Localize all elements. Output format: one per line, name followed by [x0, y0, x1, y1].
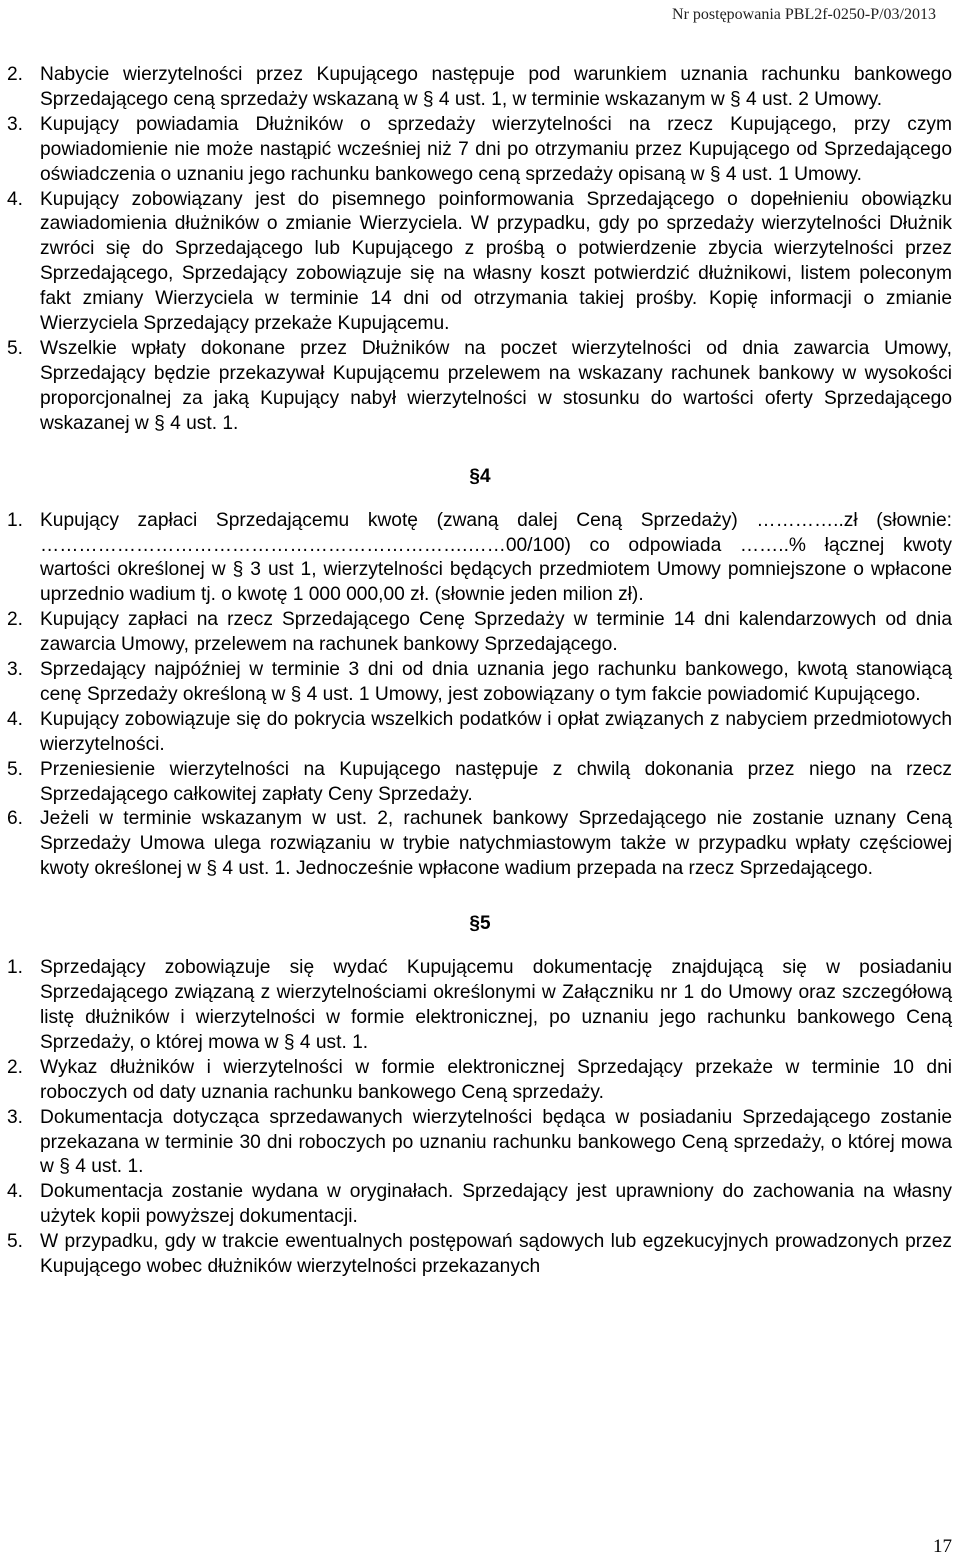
section-title-5: §5 — [469, 913, 491, 935]
item-text: Kupujący zobowiązuje się do pokrycia wszelkich podatków i opłat związanych z nabyciem przedmiotowych wierzytelności. — [40, 708, 952, 755]
item-number: 1. — [7, 957, 24, 979]
item-text: Sprzedający zobowiązuje się wydać Kupującemu dokumentację znajdującą się w posiadaniu Sprzedającego związaną z wierzytelnościami określonymi w Załączniku nr 1 do Umowy oraz szczegółową listę dłużników i wierzytelności w formie elektronicznej, po uznaniu jego rachunku bankowego Ceną Sprzedaży, o której mowa w § 4 ust. 1. — [40, 957, 952, 1053]
list-item — [0, 1230, 960, 1280]
section-prev-list — [0, 63, 960, 437]
item-number: 1. — [7, 509, 24, 531]
item-number: 5. — [7, 758, 24, 780]
list-item — [0, 1106, 960, 1181]
item-text: Kupujący powiadamia Dłużników o sprzedaży wierzytelności na rzecz Kupującego, przy czym powiadomienie nie może nastąpić wcześniej niż 7 dni po otrzymaniu przez Kupującego od Sprzedającego oświadczenia o uznaniu jego rachunku bankowego ceną sprzedaży opisaną w § 4 ust. 1 Umowy. — [40, 113, 952, 185]
item-text: Wykaz dłużników i wierzytelności w formie elektronicznej Sprzedający przekaże w terminie 10 dni roboczych od daty uznania rachunku bankowego Ceną sprzedaży. — [40, 1056, 952, 1103]
item-text: Dokumentacja zostanie wydana w oryginałach. Sprzedający jest uprawniony do zachowania na własny użytek kopii powyższej dokumentacji. — [40, 1181, 952, 1228]
section-4-list — [0, 509, 960, 883]
item-text: Nabycie wierzytelności przez Kupującego następuje pod warunkiem uznania rachunku bankowego Sprzedającego ceną sprzedaży wskazaną w § 4 ust. 1, w terminie wskazanym w § 4 ust. 2 Umowy. — [40, 64, 952, 110]
item-number: 2. — [7, 1056, 24, 1078]
item-text: Kupujący zobowiązany jest do pisemnego poinformowania Sprzedającego o dopełnieniu obowiązku zawiadomienia dłużników o zmianie Wierzyciela. W przypadku, gdy po sprzedaży wierzytelności Dłużnik zwróci się do Sprzedającego lub Kupującego z prośbą o potwierdzenie zbycia wierzytelności przez Sprzedającego, Sprzedający zobowiązuje się na własny koszt potwierdzić dłużnikowi, listem poleconym fakt zmiany Wierzyciela w terminie 14 dni od otrzymania takiej prośby. Kopię informacji o zmianie Wierzyciela Sprzedający przekaże Kupującemu. — [40, 188, 952, 335]
item-number: 6. — [7, 808, 24, 830]
item-number: 2. — [7, 609, 24, 631]
list-item — [0, 188, 960, 337]
item-text: Jeżeli w terminie wskazanym w ust. 2, rachunek bankowy Sprzedającego nie zostanie uznany Ceną Sprzedaży Umowa ulega rozwiązaniu w trybie natychmiastowym także w przypadku wpłaty częściowej kwoty określonej w § 4 ust. 1. Jednocześnie wpłacone wadium przepada na rzecz Sprzedającego. — [40, 808, 952, 880]
list-item — [0, 509, 960, 609]
list-item — [0, 758, 960, 808]
item-number: 4. — [7, 708, 24, 730]
document-body — [0, 63, 960, 1280]
list-item — [0, 1180, 960, 1230]
item-number: 3. — [7, 1106, 24, 1128]
item-text: Przeniesienie wierzytelności na Kupującego następuje z chwilą dokonania przez niego na rzecz Sprzedającego całkowitej zapłaty Ceny Sprzedaży. — [40, 758, 952, 805]
list-item — [0, 608, 960, 658]
item-number: 3. — [7, 113, 24, 135]
item-number: 2. — [7, 64, 24, 85]
item-number: 5. — [7, 337, 24, 359]
item-text: Sprzedający najpóźniej w terminie 3 dni od dnia uznania jego rachunku bankowego, kwotą stanowiącą cenę Sprzedaży określoną w § 4 ust. 1 Umowy, jest zobowiązany o tym fakcie powiadomić Kupującego. — [40, 659, 952, 705]
list-item — [0, 337, 960, 437]
list-item — [0, 708, 960, 758]
item-text: Dokumentacja dotycząca sprzedawanych wierzytelności będąca w posiadaniu Sprzedającego zostanie przekazana w terminie 30 dni roboczych po uznaniu rachunku bankowego Ceną sprzedaży, o której mowa w § 4 ust. 1. — [40, 1106, 952, 1178]
item-text: Kupujący zapłaci Sprzedającemu kwotę (zwaną dalej Ceną Sprzedaży) …………..zł (słownie: ………………………………………………………….……00/100) co odpowiada ……..% łącznej kwoty wartości określonej w § 3 ust 1, wierzytelności będących przedmiotem Umowy pomniejszone o wpłacone uprzednio wadium tj. o kwotę 1 000 000,00 zł. (słownie jeden milion zł). — [40, 509, 952, 606]
item-number: 3. — [7, 659, 24, 681]
list-item — [0, 956, 960, 1056]
list-item — [0, 807, 960, 882]
item-text: W przypadku, gdy w trakcie ewentualnych postępowań sądowych lub egzekucyjnych prowadzonych przez Kupującego wobec dłużników wierzytelności przekazanych — [40, 1231, 952, 1278]
document-header: Nr postępowania PBL2f-0250-P/03/2013 — [672, 6, 936, 23]
list-item — [0, 113, 960, 188]
item-number: 4. — [7, 188, 24, 210]
list-item — [0, 1056, 960, 1106]
item-number: 4. — [7, 1181, 24, 1203]
section-5-list — [0, 956, 960, 1280]
list-item — [0, 658, 960, 708]
section-title-4: §4 — [469, 465, 491, 487]
item-number: 5. — [7, 1231, 24, 1253]
list-item — [0, 63, 960, 113]
item-text: Kupujący zapłaci na rzecz Sprzedającego Cenę Sprzedaży w terminie 14 dni kalendarzowych od dnia zawarcia Umowy, przelewem na rachunek bankowy Sprzedającego. — [40, 609, 952, 656]
item-text: Wszelkie wpłaty dokonane przez Dłużników na poczet wierzytelności od dnia zawarcia Umowy, Sprzedający będzie przekazywał Kupującemu przelewem na wskazany rachunek bankowy w wysokości proporcjonalnej za jaką Kupujący nabył wierzytelności w stosunku do wartości oferty Sprzedającego wskazanej w § 4 ust. 1. — [40, 337, 952, 434]
page-number: 17 — [933, 1536, 952, 1557]
